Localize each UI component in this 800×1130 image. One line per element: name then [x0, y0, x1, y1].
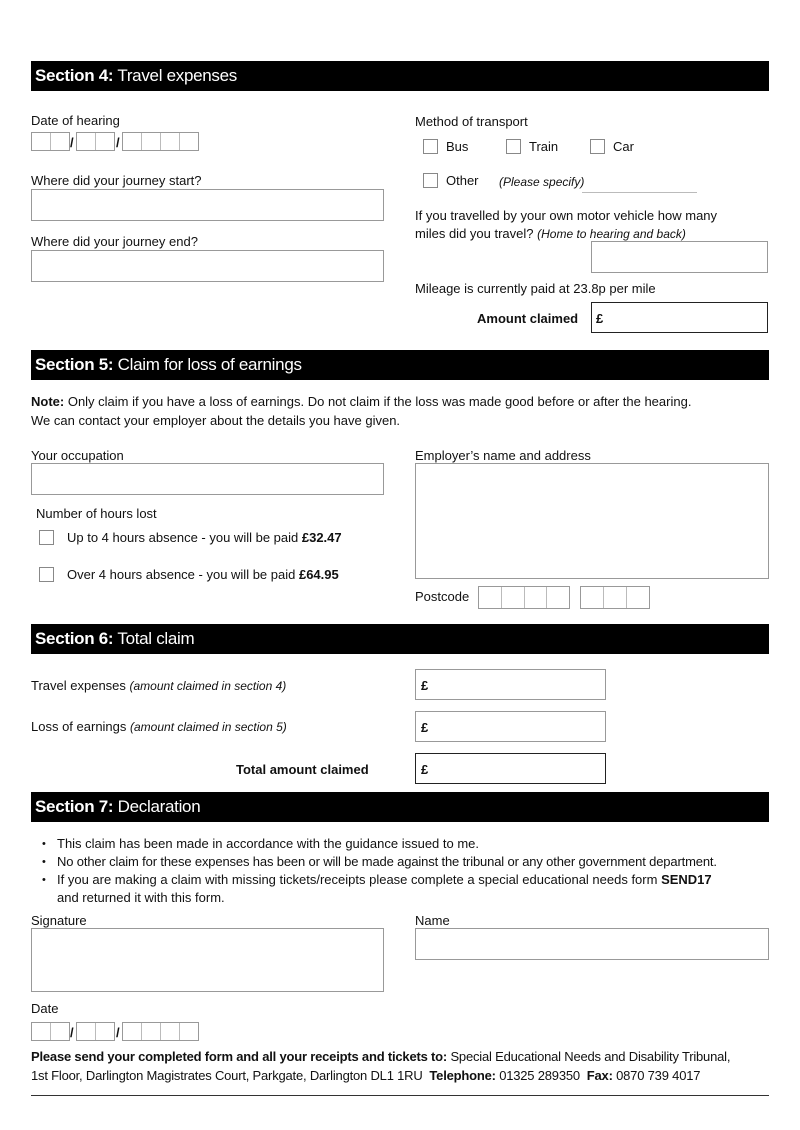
miles-question-line2: miles did you travel? (Home to hearing and back): [415, 226, 686, 241]
occupation-field[interactable]: [31, 463, 384, 495]
train-label: Train: [529, 139, 559, 154]
up-to-4-hours-checkbox[interactable]: [39, 530, 54, 545]
mileage-rate-text: Mileage is currently paid at 23.8p per mile: [415, 281, 656, 296]
tribunal-address: 1st Floor, Darlington Magistrates Court, Parkgate, Darlington DL1 1RU Telephone: 01325 289350 Fax: 0870 739 4017: [31, 1068, 701, 1083]
bus-checkbox[interactable]: [423, 139, 438, 154]
earnings-total-field[interactable]: [415, 711, 606, 742]
footer-rule: [31, 1095, 769, 1096]
miles-field[interactable]: [591, 241, 768, 273]
date-slash: /: [116, 135, 120, 150]
hours-lost-label: Number of hours lost: [36, 506, 157, 521]
postcode-label: Postcode: [415, 589, 470, 604]
date-slash: /: [70, 1025, 74, 1040]
declaration-item: • This claim has been made in accordance with the guidance issued to me.: [31, 835, 791, 853]
declaration-date-year[interactable]: [122, 1022, 199, 1041]
amount-currency: £: [596, 311, 604, 326]
earnings-total-currency: £: [421, 720, 429, 735]
other-note: (Please specify): [499, 175, 585, 189]
declaration-item: • No other claim for these expenses has been or will be made against the tribunal or any other government department.: [31, 853, 791, 871]
over-4-hours-checkbox[interactable]: [39, 567, 54, 582]
hearing-date-day[interactable]: [31, 132, 70, 151]
journey-start-field[interactable]: [31, 189, 384, 221]
section7-title: Declaration: [113, 797, 201, 816]
total-amount-field[interactable]: [415, 753, 606, 784]
up-to-4-hours-label: Up to 4 hours absence - you will be paid £32.47: [67, 530, 342, 545]
miles-question: If you travelled by your own motor vehicle how many: [415, 208, 718, 223]
section4-header: [31, 61, 769, 91]
other-specify-field[interactable]: [582, 192, 697, 193]
declaration-date-day[interactable]: [31, 1022, 70, 1041]
declaration-item: • If you are making a claim with missing tickets/receipts please complete a special educational needs form SEND17 and returned it with this form.: [31, 871, 791, 907]
signature-label: Signature: [31, 913, 87, 928]
section6-header: [31, 624, 769, 654]
earnings-note-line2: We can contact your employer about the details you have given.: [31, 413, 401, 428]
over-4-hours-label: Over 4 hours absence - you will be paid £64.95: [67, 567, 339, 582]
amount-claimed-field[interactable]: [591, 302, 768, 333]
car-checkbox[interactable]: [590, 139, 605, 154]
section4-title: Travel expenses: [113, 66, 237, 85]
section6-title: Total claim: [113, 629, 195, 648]
journey-start-label: Where did your journey start?: [31, 173, 202, 188]
travel-total-field[interactable]: [415, 669, 606, 700]
travel-total-label: Travel expenses (amount claimed in section 4): [31, 678, 287, 693]
occupation-label: Your occupation: [31, 448, 124, 463]
section5-number: Section 5:: [35, 355, 114, 374]
name-label: Name: [415, 913, 450, 928]
section7-header: [31, 792, 769, 822]
other-checkbox[interactable]: [423, 173, 438, 188]
name-field[interactable]: [415, 928, 769, 960]
signature-field[interactable]: [31, 928, 384, 992]
date-slash: /: [70, 135, 74, 150]
date-slash: /: [116, 1025, 120, 1040]
section6-number: Section 6:: [35, 629, 114, 648]
total-amount-currency: £: [421, 762, 429, 777]
declaration-date-month[interactable]: [76, 1022, 115, 1041]
section4-number: Section 4:: [35, 66, 114, 85]
declaration-list: [31, 835, 791, 907]
bus-label: Bus: [446, 139, 469, 154]
hearing-date-label: Date of hearing: [31, 113, 120, 128]
declaration-date-label: Date: [31, 1001, 59, 1016]
section5-title: Claim for loss of earnings: [113, 355, 302, 374]
earnings-note: Note: Only claim if you have a loss of earnings. Do not claim if the loss was made good before or after the hearing.: [31, 394, 692, 409]
earnings-total-label: Loss of earnings (amount claimed in section 5): [31, 719, 287, 734]
other-label: Other: [446, 173, 479, 188]
journey-end-field[interactable]: [31, 250, 384, 282]
journey-end-label: Where did your journey end?: [31, 234, 198, 249]
car-label: Car: [613, 139, 634, 154]
transport-label: Method of transport: [415, 114, 528, 129]
amount-claimed-label: Amount claimed: [477, 311, 579, 326]
section7-number: Section 7:: [35, 797, 114, 816]
employer-address-field[interactable]: [415, 463, 769, 579]
section5-header: [31, 350, 769, 380]
train-checkbox[interactable]: [506, 139, 521, 154]
total-amount-label: Total amount claimed: [236, 762, 369, 777]
hearing-date-year[interactable]: [122, 132, 199, 151]
send-instructions: Please send your completed form and all your receipts and tickets to: Special Educational Needs and Disability Tribunal,: [31, 1049, 731, 1064]
hearing-date-month[interactable]: [76, 132, 115, 151]
travel-total-currency: £: [421, 678, 429, 693]
postcode-outward[interactable]: [478, 586, 570, 609]
employer-label: Employer’s name and address: [415, 448, 591, 463]
postcode-inward[interactable]: [580, 586, 650, 609]
